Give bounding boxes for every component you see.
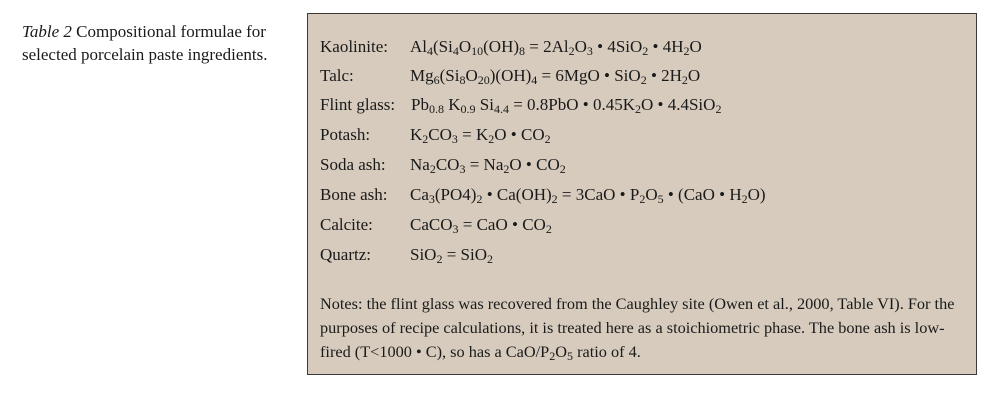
table-notes: Notes: the flint glass was recovered from the Caughley site (Owen et al., 2000, Table VI). For the purposes of recipe calculations, it is treated here as a stoichiometric phase. The bone ash is low-fired (T<1000 • C), so has a CaO/$P_2O_5$ ratio of 4. <box>320 294 955 363</box>
table-caption <box>22 20 297 66</box>
ingredient-formula: $K_2CO_3 = K_2O$ • $CO_2$ <box>410 125 551 146</box>
ingredient-formula: $Mg_6(Si_8O_{20})(OH)_4 = 6MgO$ • SiO$_2$ • $2H_2O$ <box>410 66 701 87</box>
table-caption-text: Compositional formulae for selected porcelain paste ingredients. <box>22 22 268 64</box>
ingredient-label: Soda ash: <box>320 155 386 174</box>
ingredient-label: Flint glass: <box>320 95 396 114</box>
ingredient-label: Potash: <box>320 125 371 144</box>
ingredient-label: Bone ash: <box>320 185 388 204</box>
ingredient-formula: CaCO$_3$ = CaO • $CO_2$ <box>410 215 552 236</box>
ingredient-label: Quartz: <box>320 245 371 264</box>
ingredient-formula: $Ca_3(PO4)_2$ • $Ca(OH)_2 = 3CaO$ • $P_2O_5$ • (CaO • $H_2O$) <box>410 185 766 206</box>
formula-table-panel <box>307 13 977 375</box>
ingredient-formula: $Pb_{0.8}$ $K_{0.9}$ $Si_{4.4} = 0.8PbO$ • $0.45K_2O$ • 4.4SiO$_2$ <box>411 95 722 116</box>
ingredient-label: Talc: <box>320 66 354 85</box>
ingredient-formula: $Al_4(Si_4O_{10}(OH)_8 = 2Al_2O_3$ • 4SiO$_2$ • $4H_2O$ <box>410 37 702 58</box>
ingredient-formula: $Na_2CO_3 = Na_2O$ • $CO_2$ <box>410 155 566 176</box>
ingredient-label: Calcite: <box>320 215 373 234</box>
table-label: Table 2 <box>22 22 72 41</box>
ingredient-label: Kaolinite: <box>320 37 388 56</box>
ingredient-formula: SiO$_2$ = SiO$_2$ <box>410 245 494 266</box>
